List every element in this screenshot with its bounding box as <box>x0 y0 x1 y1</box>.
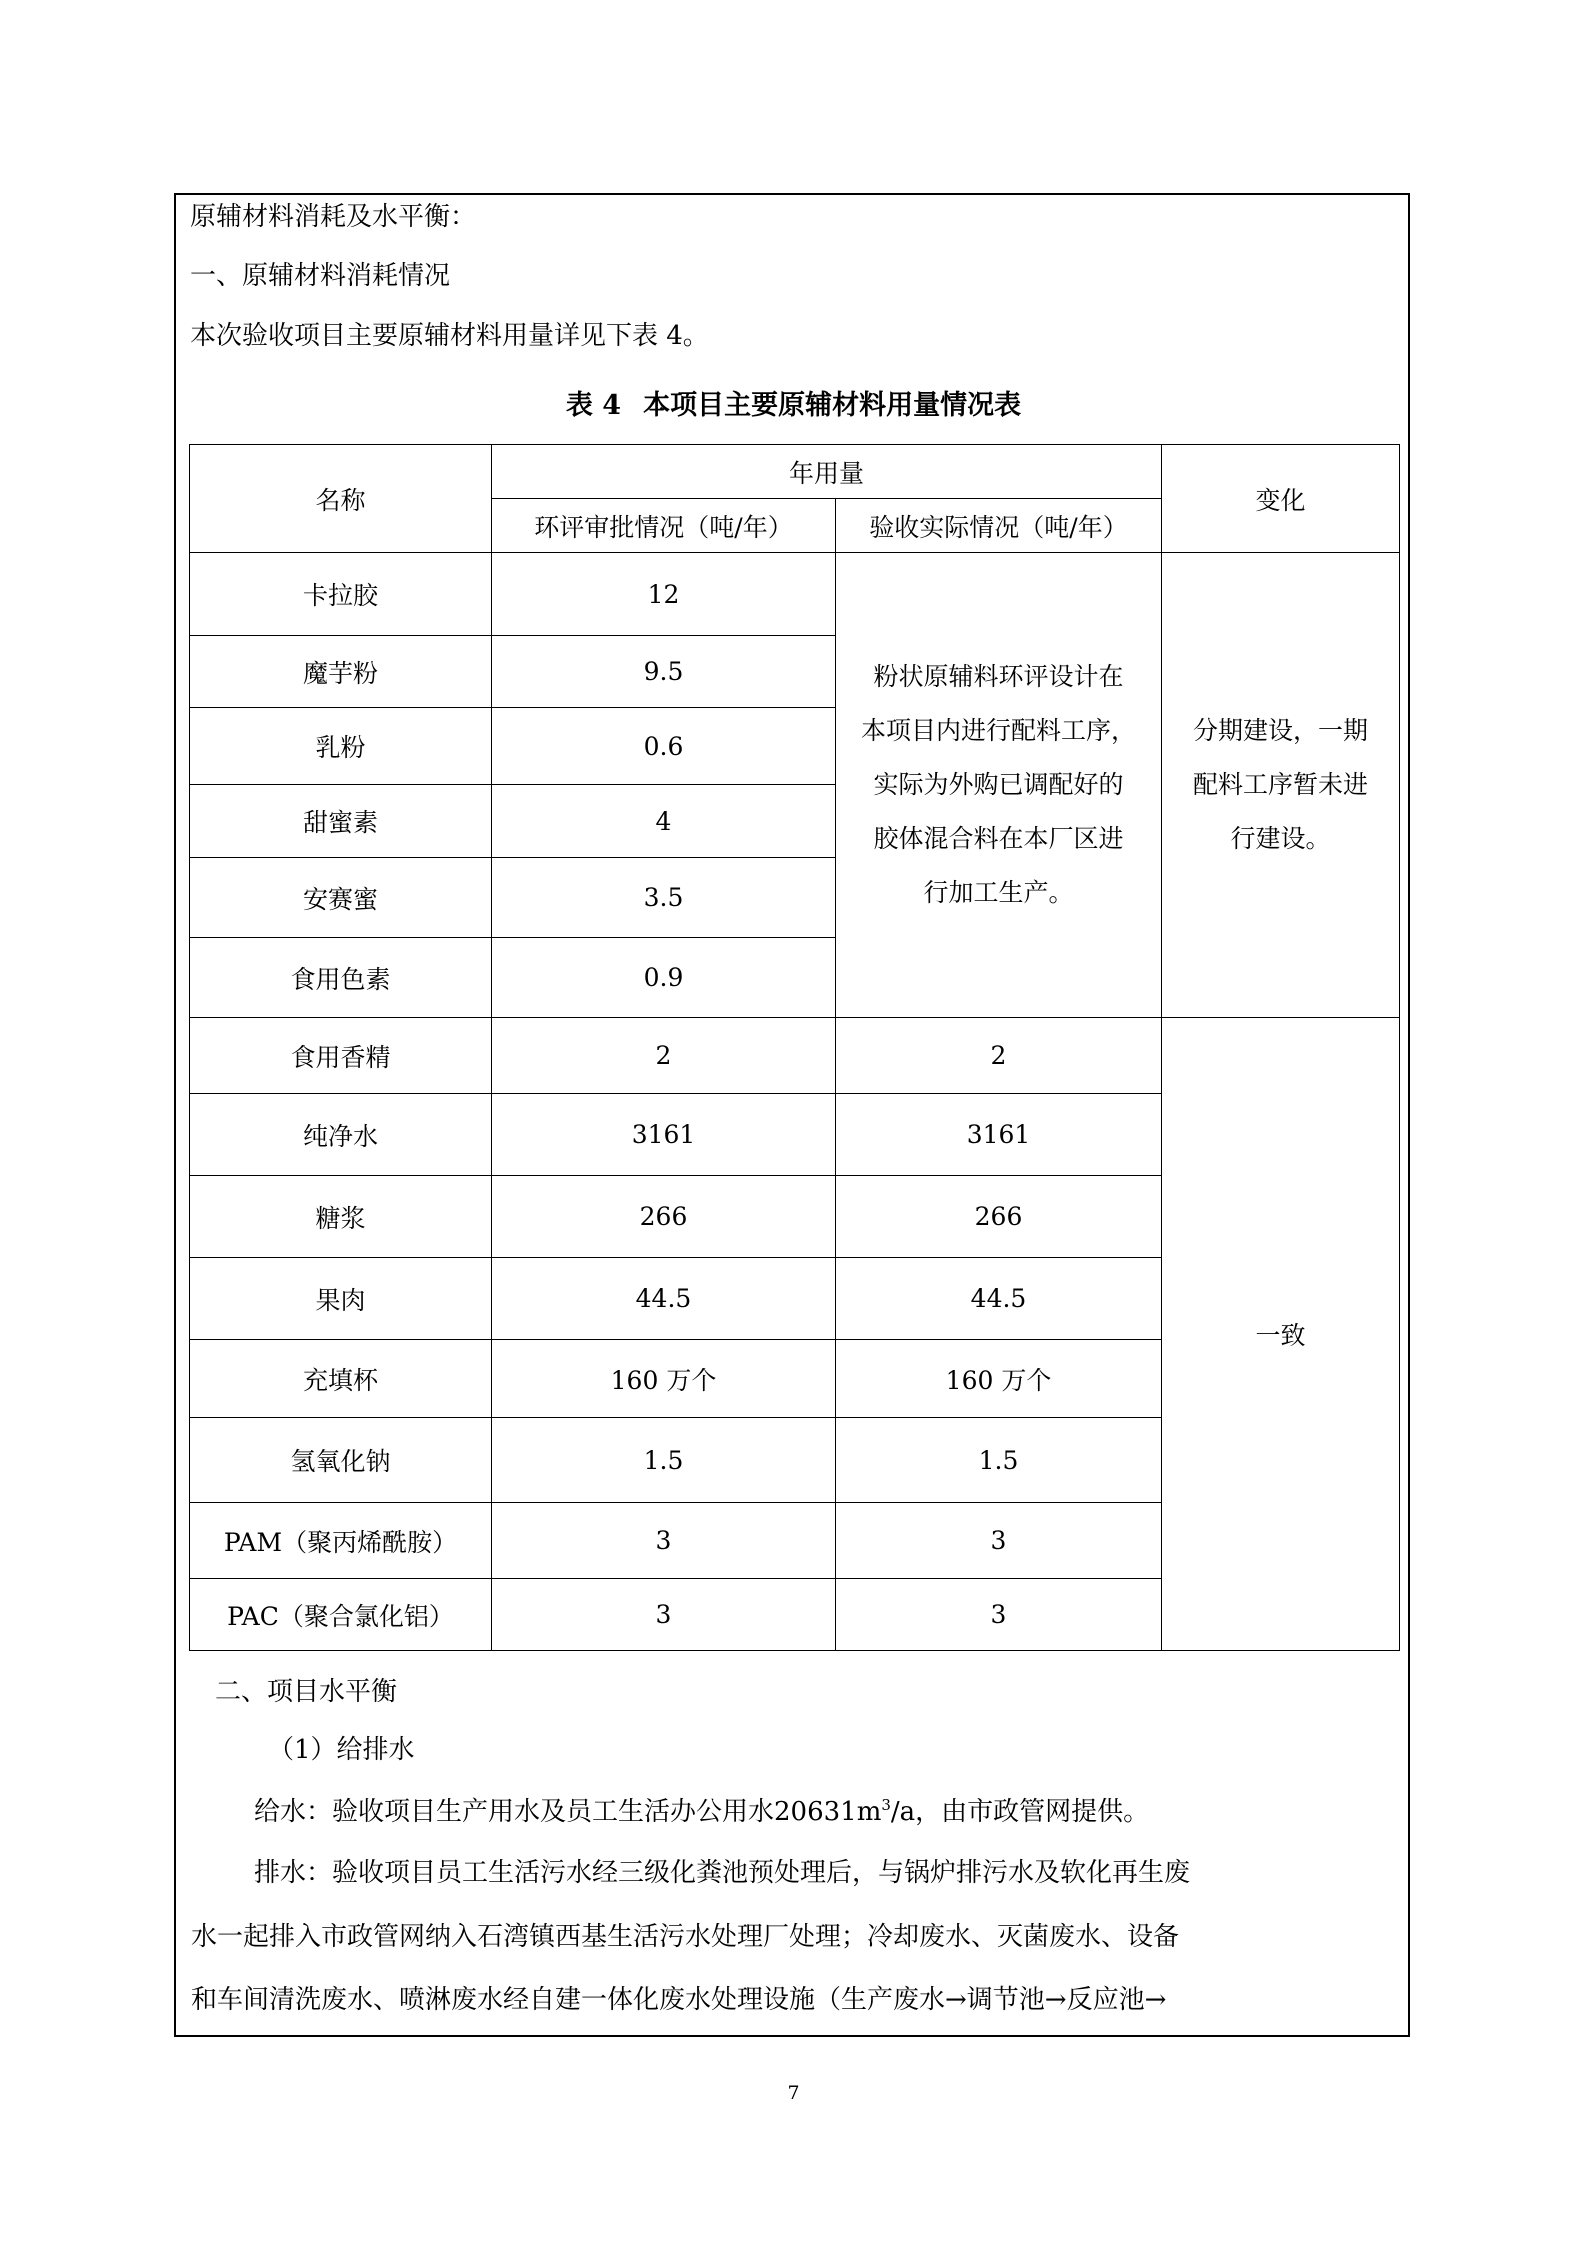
table-caption-title: 本项目主要原辅材料用量情况表 <box>643 390 1022 421</box>
approved-value: 3161 <box>492 1094 836 1176</box>
approved-value: 266 <box>492 1176 836 1258</box>
actual-value: 3 <box>836 1503 1162 1579</box>
note-line: 本项目内进行配料工序， <box>861 716 1137 745</box>
heading: 原辅材料消耗及水平衡： <box>190 202 477 232</box>
approved-value: 2 <box>492 1018 836 1094</box>
material-name: 食用香精 <box>190 1018 492 1094</box>
table-row <box>190 1018 1400 1094</box>
approved-value: 0.9 <box>492 938 836 1018</box>
change-line: 行建设。 <box>1230 824 1331 853</box>
section2-title: 二、项目水平衡 <box>215 1677 398 1707</box>
actual-value: 3 <box>836 1579 1162 1651</box>
material-name: 果肉 <box>190 1258 492 1340</box>
material-name: 魔芋粉 <box>190 636 492 708</box>
approved-value: 3.5 <box>492 858 836 938</box>
material-name: PAM（聚丙烯酰胺） <box>190 1503 492 1579</box>
actual-value: 3161 <box>836 1094 1162 1176</box>
approved-value: 12 <box>492 553 836 636</box>
subsection1-title: （1）给排水 <box>268 1735 415 1765</box>
drainage-line-1: 排水：验收项目员工生活污水经三级化粪池预处理后，与锅炉排污水及软化再生废 <box>254 1858 1191 1888</box>
approved-value: 9.5 <box>492 636 836 708</box>
table-caption-number: 表 4 <box>565 390 622 421</box>
material-name: 食用色素 <box>190 938 492 1018</box>
approved-value: 1.5 <box>492 1418 836 1503</box>
material-name: PAC（聚合氯化铝） <box>190 1579 492 1651</box>
actual-value: 1.5 <box>836 1418 1162 1503</box>
page-number: 7 <box>787 2082 800 2104</box>
approved-value: 160 万个 <box>492 1340 836 1418</box>
section1-title: 一、原辅材料消耗情况 <box>190 261 451 291</box>
water-supply-text <box>254 1794 1149 1830</box>
approved-value: 0.6 <box>492 708 836 785</box>
table-caption <box>0 388 1587 424</box>
change-line: 配料工序暂未进 <box>1193 770 1369 799</box>
water-supply-post: /a，由市政管网提供。 <box>890 1797 1150 1827</box>
water-supply-sup: 3 <box>881 1796 891 1814</box>
intro-text: 本次验收项目主要原辅材料用量详见下表 4。 <box>190 321 709 351</box>
approved-value: 44.5 <box>492 1258 836 1340</box>
note-line: 粉状原辅料环评设计在 <box>873 662 1124 691</box>
actual-value: 44.5 <box>836 1258 1162 1340</box>
water-supply-pre: 给水：验收项目生产用水及员工生活办公用水20631m <box>254 1797 882 1827</box>
group1-change-note <box>1162 553 1400 1018</box>
header-annual-usage: 年用量 <box>492 445 1162 499</box>
drainage-line-3: 和车间清洗废水、喷淋废水经自建一体化废水处理设施（生产废水→调节池→反应池→ <box>191 1985 1167 2015</box>
materials-table <box>189 444 1400 1651</box>
material-name: 糖浆 <box>190 1176 492 1258</box>
header-approved: 环评审批情况（吨/年） <box>492 499 836 553</box>
header-change: 变化 <box>1162 445 1400 553</box>
note-line: 胶体混合料在本厂区进 <box>873 824 1124 853</box>
material-name: 安赛蜜 <box>190 858 492 938</box>
approved-value: 3 <box>492 1579 836 1651</box>
material-name: 氢氧化钠 <box>190 1418 492 1503</box>
material-name: 卡拉胶 <box>190 553 492 636</box>
group2-change: 一致 <box>1162 1018 1400 1651</box>
actual-value: 2 <box>836 1018 1162 1094</box>
note-line: 行加工生产。 <box>923 878 1074 907</box>
material-name: 甜蜜素 <box>190 785 492 858</box>
actual-value: 160 万个 <box>836 1340 1162 1418</box>
header-name: 名称 <box>190 445 492 553</box>
note-line: 实际为外购已调配好的 <box>873 770 1124 799</box>
approved-value: 4 <box>492 785 836 858</box>
header-actual: 验收实际情况（吨/年） <box>836 499 1162 553</box>
material-name: 乳粉 <box>190 708 492 785</box>
drainage-line-2: 水一起排入市政管网纳入石湾镇西基生活污水处理厂处理；冷却废水、灭菌废水、设备 <box>191 1922 1180 1952</box>
table-row <box>190 553 1400 636</box>
material-name: 充填杯 <box>190 1340 492 1418</box>
material-name: 纯净水 <box>190 1094 492 1176</box>
group1-actual-note <box>836 553 1162 1018</box>
change-line: 分期建设，一期 <box>1193 716 1369 745</box>
actual-value: 266 <box>836 1176 1162 1258</box>
approved-value: 3 <box>492 1503 836 1579</box>
